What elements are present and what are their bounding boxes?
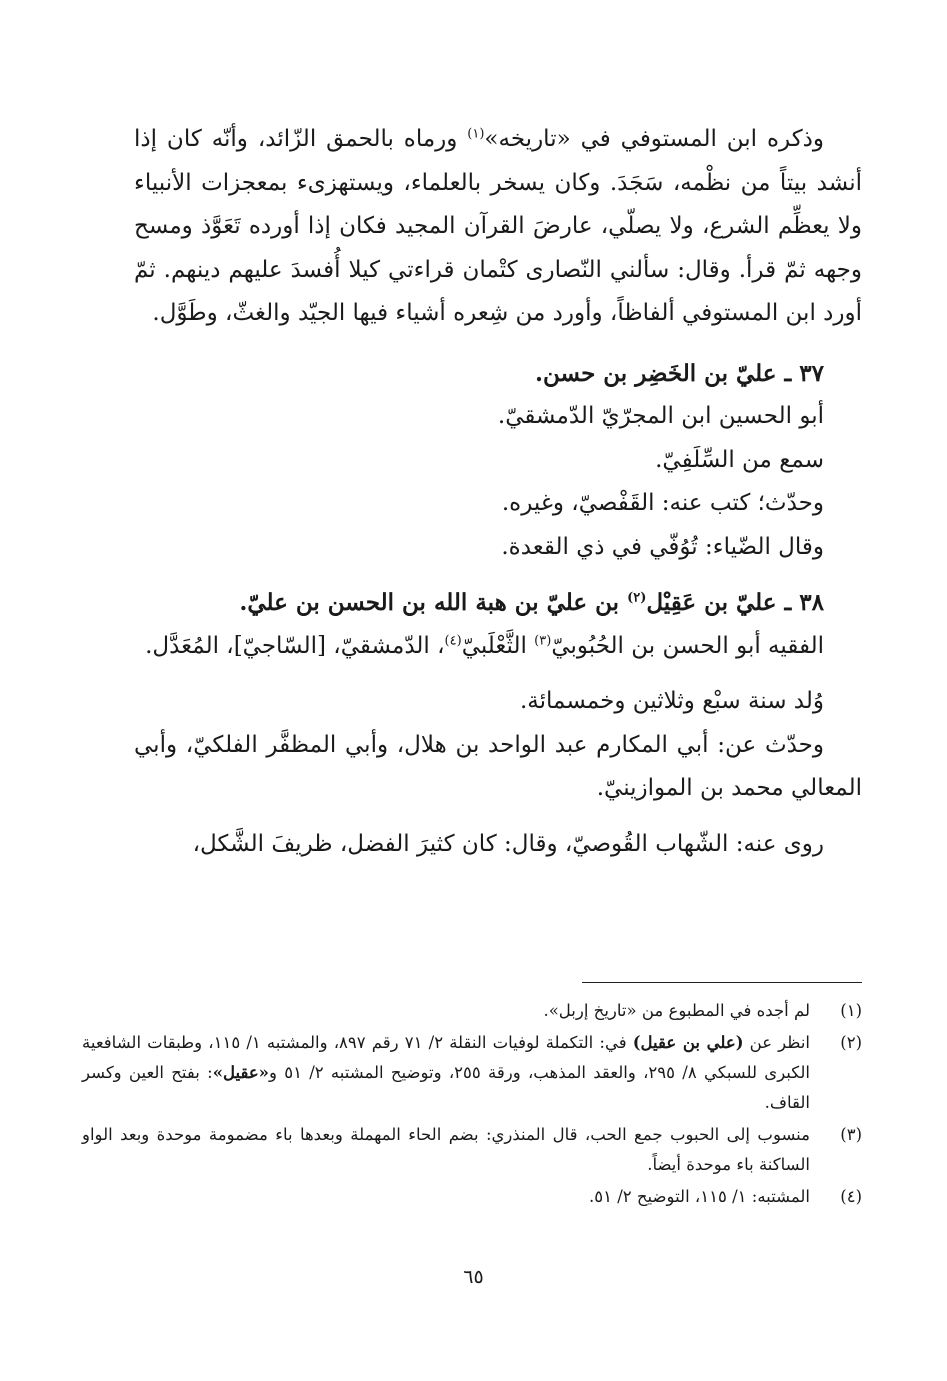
footnote-number: (١) <box>840 1001 862 1020</box>
entry-38-p1-c: ، الدّمشقيّ، [السّاجيّ]، المُعَدَّل. <box>145 632 445 659</box>
entry-38-title-a: ٣٨ ـ عليّ بن عَقِيْل <box>646 589 824 616</box>
footnote-3 <box>82 1120 862 1180</box>
footnote-1 <box>82 996 862 1026</box>
footnote-number: (٤) <box>840 1187 862 1206</box>
entry-38-p1-a: الفقيه أبو الحسن بن الحُبُوبيّ <box>551 632 824 659</box>
paragraph-intro-text-b: ورماه بالحمق الزّائد، وأنّه كان إذا أنشد بيتاً من نظْمه، سَجَدَ. وكان يسخر بالعلماء، ويستهزىء بمعجزات الأنبياء ولا يعظِّم الشرع، ولا يصلّي، عارضَ القرآن المجيد فكان إذا أورده تَعَوَّذ ومسح وجهه ثمّ قرأ. وقال: سألني النّصارى كتْمان قراءتي كيلا أُفسدَ عليهم دينهم. ثمّ أورد ابن المستوفي ألفاظاً، وأورد من شِعره أشياء فيها الجيّد والغثّ، وطَوَّل. <box>134 126 862 326</box>
paragraph-intro <box>134 118 862 336</box>
footnote-2-bold-name: (علي بن عقيل) <box>632 1033 744 1052</box>
entry-38-paragraph-4: روى عنه: الشّهاب القُوصيّ، وقال: كان كثيرَ الفضل، ظريفَ الشَّكل، <box>192 830 824 857</box>
footnote-number: (٣) <box>840 1125 862 1144</box>
footnote-text: لم أجده في المطبوع من «تاريخ إربل». <box>543 1001 810 1020</box>
footnote-ref-3: (٣) <box>534 632 552 648</box>
footnote-2-text-b: في: التكملة لوفيات النقلة ٢/ ٧١ رقم ٨٩٧، والمشتبه ١/ ١١٥، وطبقات الشافعية الكبرى للسبكي ٨/ ٢٩٥، والعقد المذهب، ورقة ٢٥٥، وتوضيح المشتبه ٢/ ٥١ و <box>82 1033 811 1082</box>
footnote-2-text-a: انظر عن <box>743 1033 810 1052</box>
footnote-text: منسوب إلى الحبوب جمع الحب، قال المنذري: بضم الحاء المهملة وبعدها باء مضمومة موحدة وبعد الواو الساكنة باء موحدة أيضاً. <box>82 1125 810 1174</box>
footnote-number: (٢) <box>840 1033 862 1052</box>
footnote-2-bold-word: «عقيل» <box>212 1063 269 1082</box>
entry-38-paragraph-3: وحدّث عن: أبي المكارم عبد الواحد بن هلال، وأبي المظفَّر الفلكيّ، وأبي المعالي محمد بن الموازينيّ. <box>134 731 862 801</box>
entry-38-p1-b: الثَّعْلَبيّ <box>461 632 535 659</box>
footnote-2-text-c: : بفتح العين وكسر القاف. <box>82 1063 810 1112</box>
page-number: ٦٥ <box>463 1266 484 1288</box>
footnotes-block <box>82 996 862 1214</box>
entry-38-title <box>134 581 862 625</box>
footnote-separator <box>582 982 862 983</box>
footnote-text <box>82 1028 810 1118</box>
entry-38-title-b: بن عليّ بن هبة الله بن الحسن بن عليّ. <box>239 589 628 616</box>
main-text-block <box>134 118 862 866</box>
footnote-ref-1: (١) <box>467 126 485 142</box>
entry-38-paragraph-2: وُلد سنة سبْع وثلاثين وخمسمائة. <box>520 688 824 714</box>
entry-37-line-4: وقال الضّياء: تُوُفّي في ذي القعدة. <box>501 533 824 560</box>
entry-38-paragraph-1 <box>134 625 862 669</box>
footnote-2 <box>82 1028 862 1118</box>
footnote-ref-4: (٤) <box>444 632 462 648</box>
footnote-text: المشتبه: ١/ ١١٥، التوضيح ٢/ ٥١. <box>588 1187 810 1206</box>
footnote-4 <box>82 1182 862 1212</box>
paragraph-intro-text-a: وذكره ابن المستوفي في «تاريخه» <box>484 126 825 152</box>
entry-37-line-2: سمع من السِّلَفِيّ. <box>655 446 824 473</box>
footnote-ref-2: (٢) <box>627 590 647 606</box>
entry-37-title: ٣٧ ـ عليّ بن الخَضِر بن حسن. <box>535 359 824 387</box>
entry-37-line-1: أبو الحسين ابن المجرّيّ الدّمشقيّ. <box>497 403 824 429</box>
entry-37-line-3: وحدّث؛ كتب عنه: القَفْصيّ، وغيره. <box>501 490 824 516</box>
